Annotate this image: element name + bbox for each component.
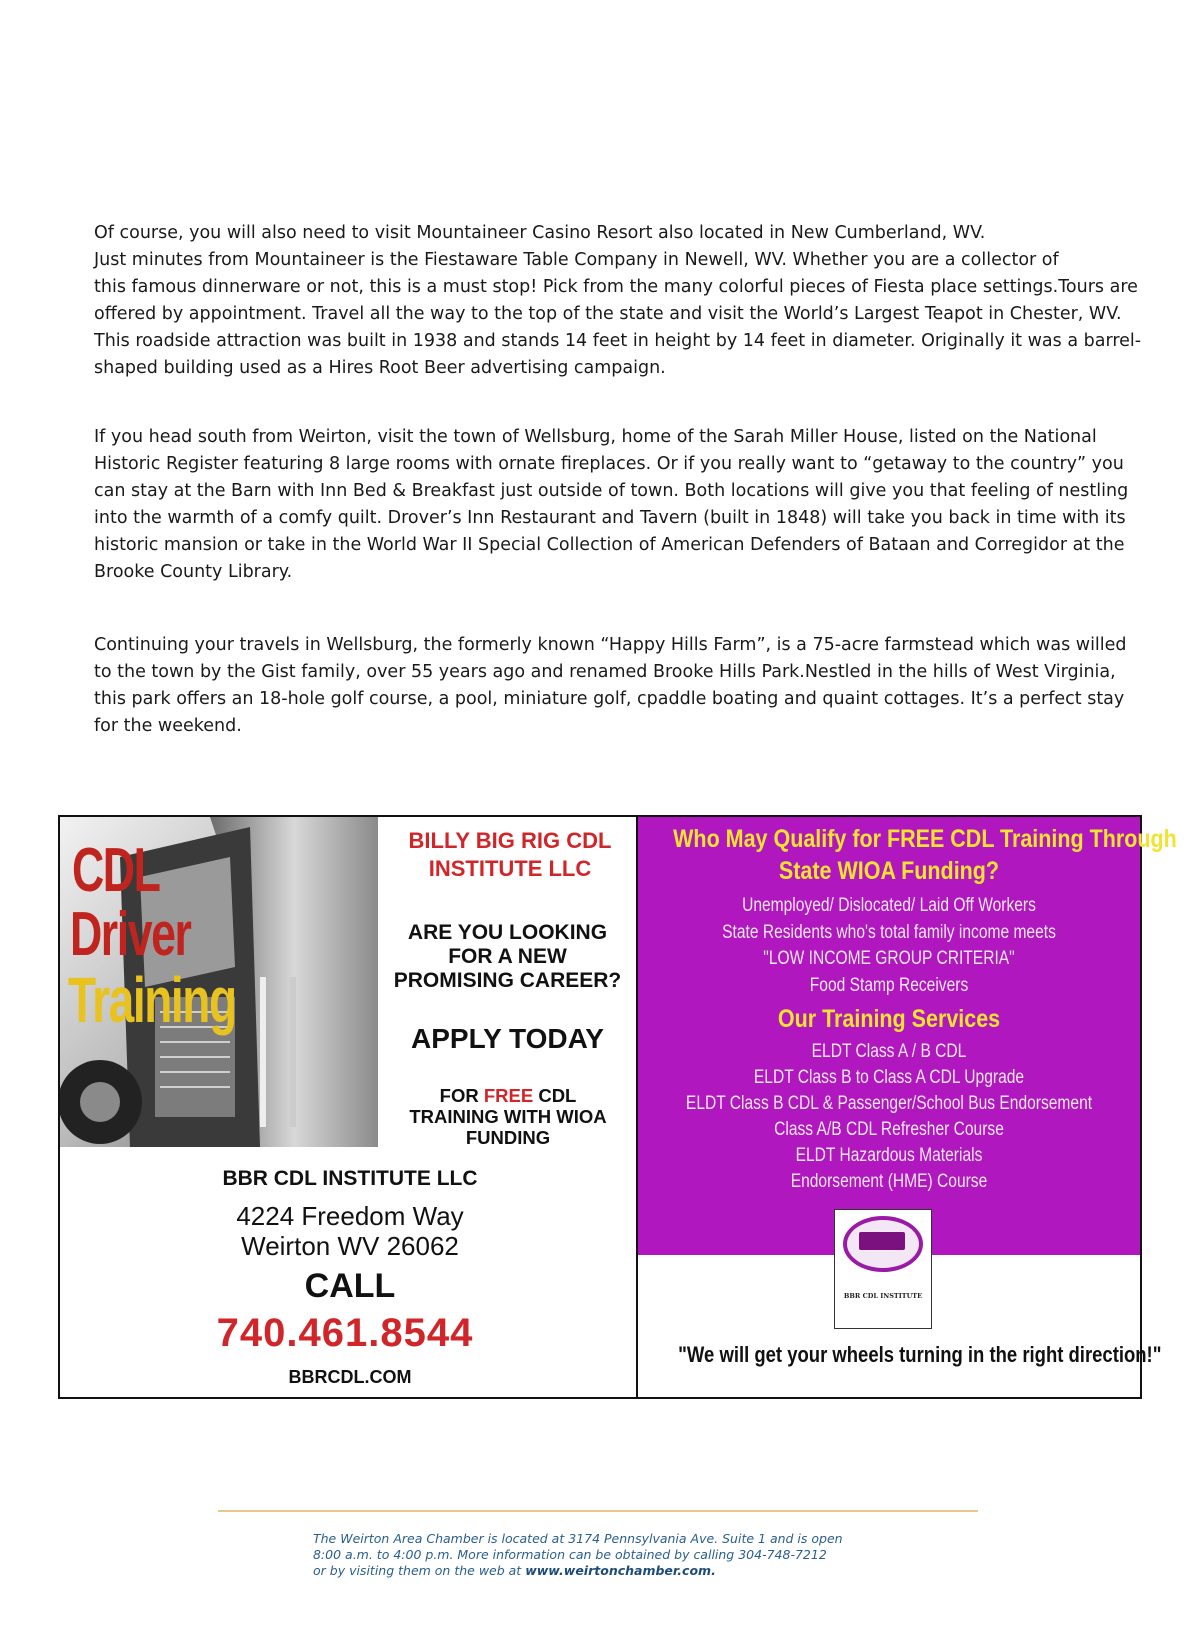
text-line: historic mansion or take in the World War II Special Collection of American Defenders of Bataan and Corregidor at the: [94, 535, 1125, 555]
call-label: CALL: [304, 1267, 396, 1305]
footer-chamber-info: [313, 1531, 953, 1579]
list-item: Class A/B CDL Refresher Course: [774, 1119, 1004, 1140]
text-line: to the town by the Gist family, over 55 years ago and renamed Brooke Hills Park.Nestled in the hills of West Virginia,: [94, 662, 1116, 682]
text-line: can stay at the Barn with Inn Bed & Breakfast just outside of town. Both locations will give you that feeling of nestling: [94, 481, 1129, 501]
text-line: Historic Register featuring 8 large rooms with ornate fireplaces. Or if you really want to “getaway to the country” you: [94, 454, 1124, 474]
text-line: This roadside attraction was built in 1938 and stands 14 feet in height by 14 feet in diameter. Originally it was a barrel-: [94, 331, 1142, 351]
text-line: this famous dinnerware or not, this is a must stop! Pick from the many colorful pieces of Fiesta place settings.Tours are: [94, 277, 1138, 297]
institute-logo: [834, 1209, 932, 1329]
cdl-advertisement: [58, 815, 1177, 1399]
ad-right-panel: [638, 817, 1177, 1397]
list-item: ELDT Hazardous Materials: [795, 1145, 983, 1166]
qualify-title: Who May Qualify for FREE CDL Training Through State WIOA Funding?: [673, 825, 1177, 885]
list-item: ELDT Class B CDL & Passenger/School Bus Endorsement: [685, 1093, 1093, 1114]
list-item: ELDT Class A / B CDL: [811, 1041, 967, 1062]
website: BBRCDL.COM: [288, 1367, 412, 1387]
free-word: FREE: [483, 1085, 534, 1106]
list-item: "LOW INCOME GROUP CRITERIA": [763, 948, 1015, 969]
footer-line: 8:00 a.m. to 4:00 p.m. More information can be obtained by calling 304-748-7212: [313, 1547, 827, 1562]
text-line: this park offers an 18-hole golf course, a pool, miniature golf, cpaddle boating and quaint cottages. It’s a perfect stay: [94, 689, 1125, 709]
phone-number: 740.461.8544: [216, 1311, 474, 1355]
free-training-text: FOR FREE CDL TRAINING WITH WIOA FUNDING: [409, 1085, 607, 1148]
qualify-panel: [638, 817, 1177, 1255]
paragraph-brooke-hills: [94, 632, 1127, 740]
text-line: for the weekend.: [94, 716, 242, 736]
list-item: Unemployed/ Dislocated/ Laid Off Workers: [742, 895, 1036, 916]
chamber-website-link[interactable]: www.weirtonchamber.com.: [525, 1563, 716, 1578]
footer-line: or by visiting them on the web at www.weirtonchamber.com.: [313, 1563, 716, 1578]
list-item: State Residents who's total family income meets: [722, 921, 1056, 943]
photo-word-cdl: CDL: [72, 836, 160, 905]
photo-word-driver: Driver: [70, 900, 191, 969]
apply-today-heading: APPLY TODAY: [411, 1023, 604, 1054]
list-item: Endorsement (HME) Course: [790, 1171, 988, 1192]
footer-line: The Weirton Area Chamber is located at 3174 Pennsylvania Ave. Suite 1 and is open: [313, 1531, 843, 1546]
paragraph-mountaineer: [94, 220, 1142, 382]
text-line: If you head south from Weirton, visit the town of Wellsburg, home of the Sarah Miller House, listed on the National: [94, 427, 1097, 447]
text-line: into the warmth of a comfy quilt. Drover’s Inn Restaurant and Tavern (built in 1848) will take you back in time with its: [94, 508, 1126, 528]
tagline: "We will get your wheels turning in the right direction!": [678, 1342, 1162, 1367]
text-line: Of course, you will also need to visit Mountaineer Casino Resort also located in New Cumberland, WV.: [94, 223, 986, 243]
institute-name: BBR CDL INSTITUTE LLC: [222, 1167, 478, 1190]
text-line: Continuing your travels in Wellsburg, the formerly known “Happy Hills Farm”, is a 75-acre farmstead which was willed: [94, 635, 1127, 655]
address: 4224 Freedom Way Weirton WV 26062: [236, 1201, 464, 1261]
qualify-list: [683, 893, 1095, 999]
company-name: BILLY BIG RIG CDL INSTITUTE LLC: [408, 828, 612, 881]
list-item: ELDT Class B to Class A CDL Upgrade: [753, 1067, 1025, 1088]
truck-icon: [859, 1232, 905, 1250]
text-line: shaped building used as a Hires Root Beer advertising campaign.: [94, 358, 666, 378]
truck-photo: [60, 817, 378, 1147]
paragraph-wellsburg: [94, 424, 1129, 586]
text-line: Just minutes from Mountaineer is the Fiestaware Table Company in Newell, WV. Whether you are a collector of: [94, 250, 1059, 270]
footer-divider: [218, 1510, 978, 1512]
photo-word-training: Training: [68, 964, 236, 1036]
logo-caption: BBR CDL INSTITUTE: [843, 1292, 923, 1300]
ad-left-panel: [60, 817, 638, 1397]
services-title: Our Training Services: [777, 1005, 1001, 1033]
career-question: ARE YOU LOOKING FOR A NEW PROMISING CAREER?: [393, 921, 622, 992]
text-line: offered by appointment. Travel all the way to the top of the state and visit the World’s Largest Teapot in Chester, WV.: [94, 304, 1122, 324]
text-line: Brooke County Library.: [94, 562, 293, 582]
list-item: Food Stamp Receivers: [809, 974, 969, 996]
services-list: [683, 1039, 1095, 1195]
